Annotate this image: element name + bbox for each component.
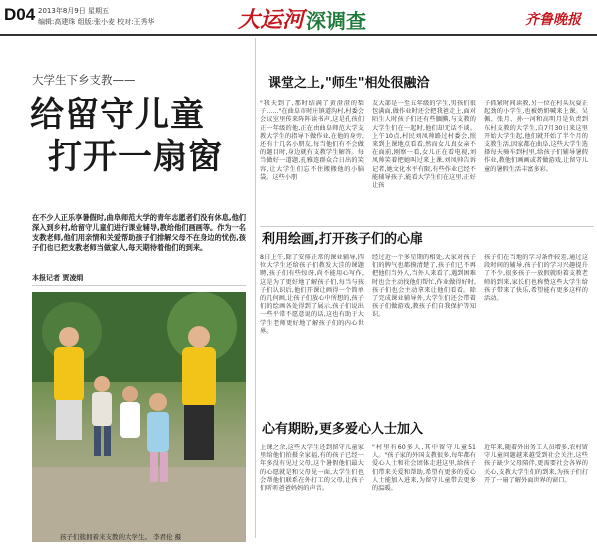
date-line: 2013年8月9日 星期五 [38,7,109,15]
section-2 [260,228,594,408]
staff-line: 编辑:高建珠 组版:张小麦 校对:王秀华 [38,18,155,26]
paper-logo: 齐鲁晚报 [525,12,581,28]
reporter-byline: 本报记者 贾凌绢 [32,274,84,282]
section-2-col-1: 8日上午,除了安排正常的课业辅导,四位大学生还给孩子们教发大洼的课题聘,孩子们有些惊讶,尚不能用心写作,这是为了更好地了解孩子们,每当与孩子们认识后,他们开课让画得一个简单的几何画,让孩子们放心中所想的,孩子们的绘画各处得到了展示,孩子们说出一些平常不愿意说的话,这也有助于大学生老师更好地了解孩子们的内心世界。 [260,254,364,335]
lead-kicker: 大学生下乡支教—— [32,73,136,87]
section-1-title: 课堂之上,"师生"相处很融洽 [268,76,430,91]
column-divider [255,38,256,538]
photo-illustration [32,292,246,542]
section-2-title: 利用绘画,打开孩子们的心扉 [262,232,423,247]
lead-intro: 在不少人正乐享暑假时,曲阜师范大学的青年志愿者们没有休息,他们深入到乡村,给留守儿童们进行课业辅导,教给他们画画等。作为一名支教老师,他们用亲情和关爱帮助孩子们排解父母不在身边的忧伤,孩子们也已把支教老师当做家人,每天期待着他们的到来。 [32,213,246,252]
lead-headline-line2: 打开一扇窗 [48,137,223,177]
section-2-col-3: 孩子们在当地的学习条件较差,通过这段时间的辅导,孩子们的学习兴趣提升了不少,很多孩子一放假就盼着支教老师的到来,家长们也称赞这些大学生给孩子带来了快乐,希望能有更多这样的活动。 [484,254,588,303]
lead-column [0,38,252,544]
lead-headline-line1: 给留守儿童 [30,95,205,135]
section-3-title: 心有期盼,更多爱心人士加入 [262,422,423,437]
section-2-col-2: 经过近一个多星期的相处,大家对孩子们的脾气也都摸清楚了,孩子们已不再把他们当外人,当外人来看了,遇到困难时也会主动找他们帮忙,作业做得好时,孩子们也会主动拿来让他们看看。除了完成课业辅导外,大学生们还会带着孩子们做游戏,教孩子们自我保护等知识。 [372,254,476,319]
section-3-col-3: 近年来,随着外出务工人员增多,农村留守儿童问题越来越受到社会关注,这些孩子缺少父母陪伴,更需要社会各界的关心,支教大学生们的到来,为孩子们打开了一扇了解外面世界的窗口。 [484,444,588,484]
masthead-rule [0,34,597,36]
section-1-col-2: 友大部是一至五年级的学生,男孩们很包满面,做作业时还会把我爸走上,面对陌生人时孩子们还有些腼腆,与支教的大学生们在一起时,他们却无话不谈。上午10点,村民刘凤帅路过村委会,照来到上课地点看看,然而女儿真女亲不在面前,刚察一看,女儿正在看电视,刘凤帅笑着把她叫过来上课,刘凤帅告诉记者,她文化水平有限,有些作业已经不能辅导孩子,能看大学生们在这里,正好让孩 [372,100,476,190]
section-1-col-3: 子抓紧时间读教,另一位在村头玩耍正起劲的小学生,也被奶奶喊来上课。吴佩、张月、孙一河和高明月是负责到东村支教的大学生,自7月30日来这里开始大学生起,他们就开始了半个月的支教生活,因家都在曲阜,这些大学生选择每天骑车到村里,给孩子们辅导暑假作业,教他们画画或者做游戏,让留守儿童的暑假生活丰富多彩。 [484,100,588,173]
photo-caption: 孩子们簇拥着来支教的大学生。 李君伦 摄 [60,533,182,541]
section-3-col-2: "村里有60多人,其中留守儿童51人。"孩子家的外国支教很多,每年都有爱心人士和社会团体走进这里,给孩子们带来关爱和帮助,希望有更多的爱心人士能加入进来,为留守儿童带去更多的温暖。 [372,444,476,493]
section-1-col-1: "我天到了,那时结满了黄澄澄的梨子……"在曲阜市时庄镇道沟村,村委会会议室里传来阵阵读书声,这是孔孩们正一年级的他,正在由曲阜师范大学支教大学生的指导下做作业,在他的身旁,还有十几名小朋友,每当他们有不会做的题目时,身边就有支教学生解答。每当做好一道题,孔雅连群众合日出的笑容,让大学生们忘不住搬搬他的小脑袋。这些小朋 [260,100,364,181]
byline-rule [32,285,246,286]
section-3-col-1: 上课之余,这些大学生还到留守儿童家里给他们拍摄全家福,有的孩子已经一年多没有见过父母,这个暑假他们最大的心愿就是和父母见一面,大学生们也会帮他们联系在外打工的父母,让孩子们听听爸爸妈妈的声音。 [260,444,364,493]
section-3 [260,418,594,544]
section-rule-1 [260,226,594,227]
section-1 [260,38,594,218]
masthead [0,0,597,34]
lead-photo [32,292,246,542]
section-title-red: 大运河 [238,7,305,33]
section-title-green: 深调查 [306,9,366,33]
page-code: D04 [4,5,36,24]
